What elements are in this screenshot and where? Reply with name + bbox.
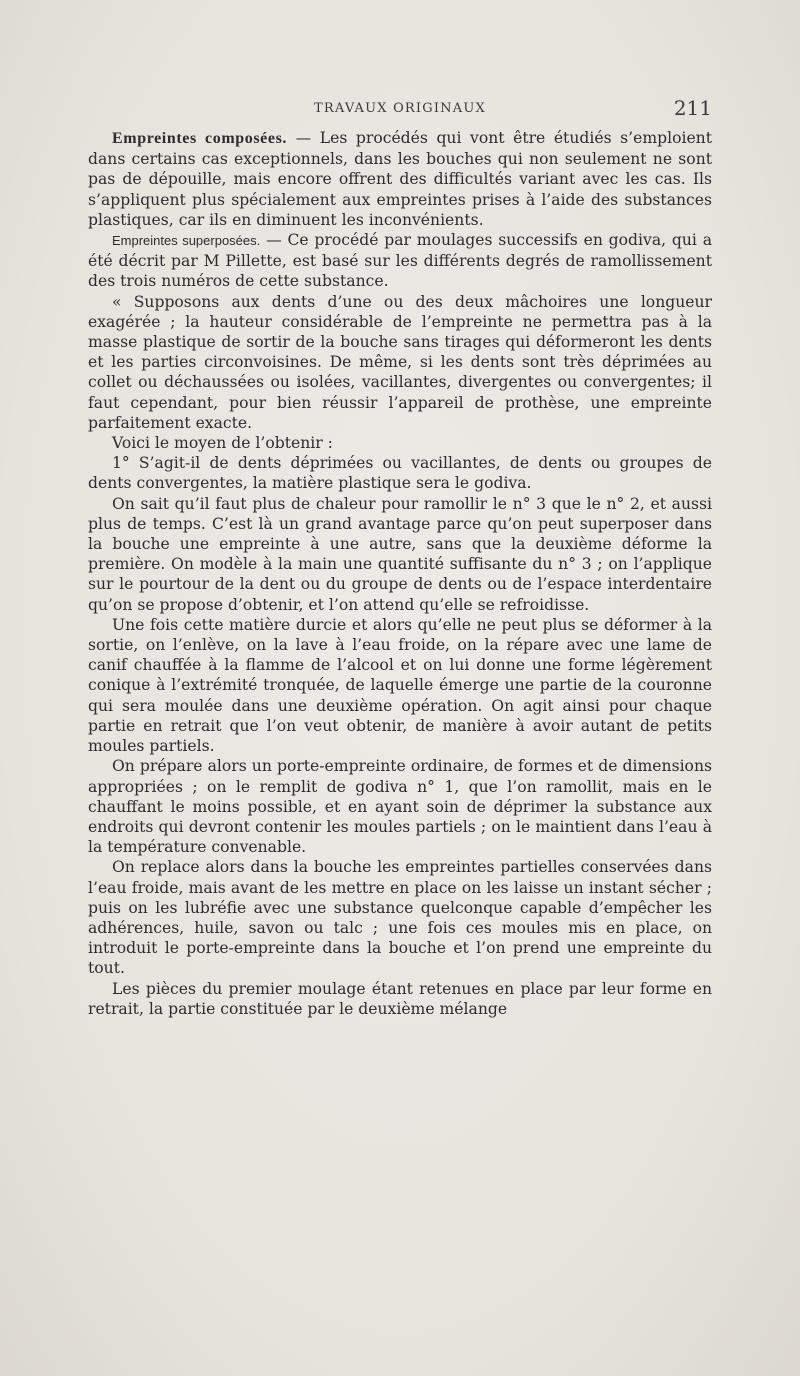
subsection-heading: Empreintes superposées. [112,233,261,249]
paragraph: On sait qu’il faut plus de chaleur pour ramollir le n° 3 que le n° 2, et aussi plus de temps. C’est là un grand avantage parce qu’on peut superposer dans la bouche une empreinte à une autre, sans que la deuxième déforme la première. On modèle à la main une quantité suffisante du n° 3 ; on l’applique sur le pourtour de la dent ou du groupe de dents ou de l’espace interdentaire qu’on se propose d’obtenir, et l’on attend qu’elle se refroidisse. [88,494,712,614]
paragraph: Voici le moyen de l’obtenir : [112,434,333,453]
paragraph-text: — Ce procédé par moulages successifs en godiva, qui a été décrit par M Pillette, est basé sur les différents degrés de ramollissement des trois numéros de cette substance. [88,231,712,291]
paragraph-empreintes-composees [88,128,712,230]
page-header [88,98,712,124]
paragraph: 1° S’agit-il de dents déprimées ou vacillantes, de dents ou groupes de dents convergentes, la matière plastique sera le godiva. [88,454,712,493]
paragraph-text: — Les procédés qui vont être étudiés s’emploient dans certains cas exceptionnels, dans les bouches qui non seulement ne sont pas de dépouille, mais encore offrent des difficultés variant avec les cas. Ils s’appliquent plus spécialement aux empreintes prises à l’aide des substances plastiques, car ils en diminuent les inconvénients. [88,129,712,229]
section-heading: Empreintes composées. [112,130,288,147]
paragraph: Une fois cette matière durcie et alors qu’elle ne peut plus se déformer à la sortie, on l’enlève, on la lave à l’eau froide, on la répare avec une lame de canif chauffée à la flamme de l’alcool et on lui donne une forme légèrement conique à l’extrémité tronquée, de laquelle émerge une partie de la couronne qui sera moulée dans une deuxième opération. On agit ainsi pour chaque partie en retrait que l’on veut obtenir, de manière à avoir autant de petits moules partiels. [88,615,712,756]
paragraph: « Supposons aux dents d’une ou des deux mâchoires une longueur exagérée ; la hauteur considérable de l’empreinte ne permettra pas à la masse plastique de sortir de la bouche sans tirages qui déformeront les dents et les parties circonvoisines. De même, si les dents sont très déprimées au collet ou déchaussées ou isolées, vacillantes, divergentes ou convergentes; il faut cependant, pour bien réussir l’appareil de prothèse, une empreinte parfaitement exacte. [88,292,712,432]
running-head: TRAVAUX ORIGINAUX [314,101,486,116]
paragraph: On replace alors dans la bouche les empreintes partielles conservées dans l’eau froide, mais avant de les mettre en place on les laisse un instant sécher ; puis on les lubréfie avec une substance quelconque capable d’empêcher les adhérences, huile, savon ou talc ; une fois ces moules mis en place, on introduit le porte-empreinte dans la bouche et l’on prend une empreinte du tout. [88,858,712,978]
paragraph-empreintes-superposees [88,230,712,292]
paragraph: On prépare alors un porte-empreinte ordinaire, de formes et de dimensions appropriées ; on le remplit de godiva n° 1, que l’on ramollit, mais en le chauffant le moins possible, et en ayant soin de déprimer la substance aux endroits qui devront contenir les moules partiels ; on le maintient dans l’eau à la température convenable. [88,757,712,857]
page-number: 211 [673,96,712,120]
body-text [88,128,712,1019]
paragraph: Les pièces du premier moulage étant retenues en place par leur forme en retrait, la partie constituée par le deuxième mélange [88,979,712,1018]
